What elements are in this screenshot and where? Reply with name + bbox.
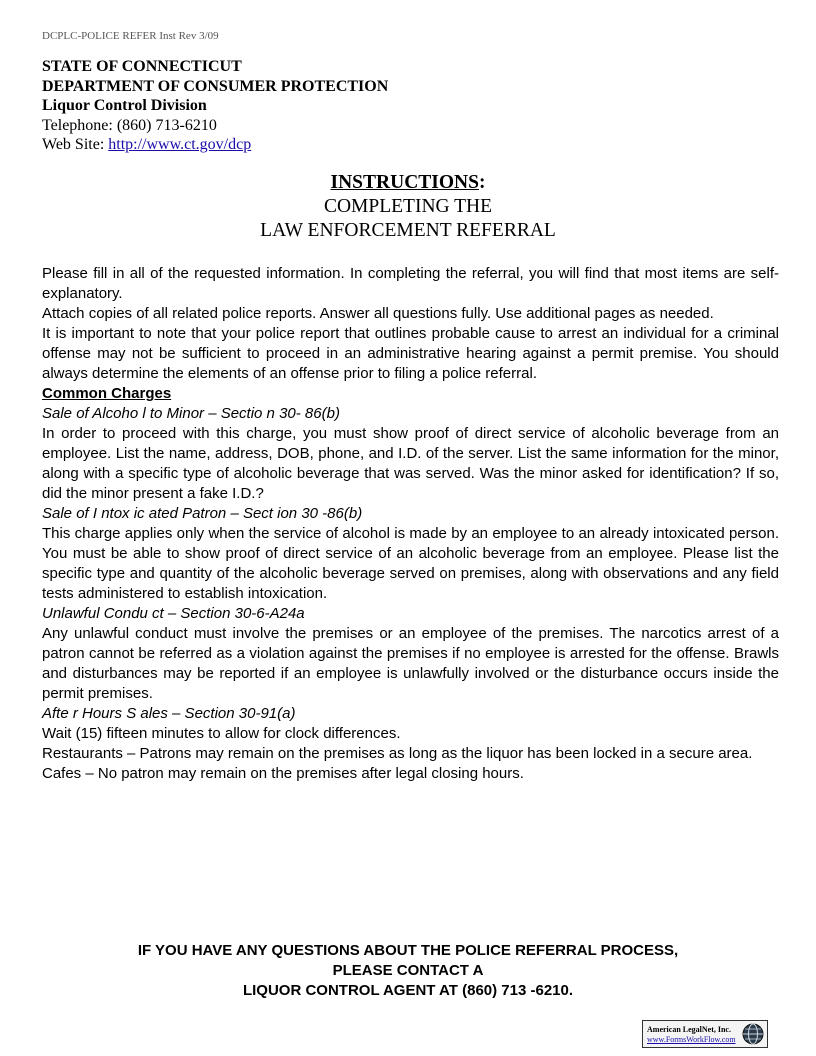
charge-title-minor: Sale of Alcoho l to Minor – Sectio n 30- 86(b): [42, 405, 340, 422]
contact-line-3: LIQUOR CONTROL AGENT AT (860) 713 -6210.: [242, 982, 574, 999]
charge-text-unlawful: Any unlawful conduct must involve the premises or an employee of the premises. The narcotics arrest of a patron cannot be referred as a violation against the premises if no employee is arrested for the offense. Brawls and disturbances may be reported if an employee is unlawfully involved or the disturbance occurs inside the permit premises.: [42, 625, 779, 702]
charge-text-minor: In order to proceed with this charge, you must show proof of direct service of alcoholic beverage from an employee. List the name, address, DOB, phone, and I.D. of the server. List the same information for the minor, along with a specific type of alcoholic beverage that was served. Was the minor asked for identification? If so, did the minor present a fake I.D.?: [42, 425, 779, 502]
division-name: Liquor Control Division: [42, 97, 207, 114]
website-line: [42, 135, 388, 155]
telephone: Telephone: (860) 713-6210: [42, 116, 217, 134]
publisher-badge[interactable]: [642, 1020, 768, 1048]
after-hours-line-3: Cafes – No patron may remain on the premises after legal closing hours.: [42, 765, 524, 782]
form-id: DCPLC-POLICE REFER Inst Rev 3/09: [42, 30, 219, 42]
title-line-3: LAW ENFORCEMENT REFERRAL: [260, 220, 556, 241]
intro-paragraph-1: Please fill in all of the requested information. In completing the referral, you will find that most items are self-explanatory.: [42, 265, 779, 302]
after-hours-line-1: Wait (15) fifteen minutes to allow for clock differences.: [42, 725, 401, 742]
agency-header: [42, 57, 388, 155]
intro-paragraph-2: Attach copies of all related police reports. Answer all questions fully. Use additional pages as needed.: [42, 305, 714, 322]
intro-paragraph-3: It is important to note that your police report that outlines probable cause to arrest an individual for a criminal offense may not be sufficient to proceed in an administrative hearing against a permit premise. You should always determine the elements of an offense prior to filing a police referral.: [42, 325, 779, 382]
title-instructions: INSTRUCTIONS: [330, 172, 479, 193]
title-line-2: COMPLETING THE: [323, 196, 493, 217]
publisher-url[interactable]: www.FormsWorkFlow.com: [647, 1035, 736, 1044]
charge-title-intoxicated: Sale of I ntox ic ated Patron – Sect ion 30 -86(b): [42, 505, 363, 522]
website-label: Web Site:: [42, 136, 109, 153]
department-name: DEPARTMENT OF CONSUMER PROTECTION: [42, 77, 389, 95]
title-line-1: [0, 171, 816, 195]
contact-notice: [0, 941, 816, 1001]
state-name: STATE OF CONNECTICUT: [42, 58, 242, 75]
website-link[interactable]: http://www.ct.gov/dcp: [108, 136, 252, 153]
document-title: [0, 171, 816, 243]
publisher-name: American LegalNet, Inc.: [647, 1025, 731, 1034]
charge-title-after-hours: Afte r Hours S ales – Section 30-91(a): [42, 705, 296, 722]
charge-text-intoxicated: This charge applies only when the service of alcohol is made by an employee to an already intoxicated person. You must be able to show proof of direct service of an alcoholic beverage from an employee. Please list the specific type and quantity of the alcoholic beverage served on premises, along with observations and any field tests administered to establish intoxication.: [42, 525, 779, 602]
globe-logo-icon: [742, 1023, 764, 1045]
title-colon: :: [478, 172, 486, 193]
contact-line-2: PLEASE CONTACT A: [332, 962, 484, 979]
after-hours-line-2: Restaurants – Patrons may remain on the premises as long as the liquor has been locked in a secure area.: [42, 745, 753, 762]
common-charges-heading: Common Charges: [42, 385, 172, 402]
instructions-body: [42, 264, 779, 784]
charge-title-unlawful: Unlawful Condu ct – Section 30-6-A24a: [42, 605, 305, 622]
contact-line-1: IF YOU HAVE ANY QUESTIONS ABOUT THE POLICE REFERRAL PROCESS,: [137, 942, 679, 959]
